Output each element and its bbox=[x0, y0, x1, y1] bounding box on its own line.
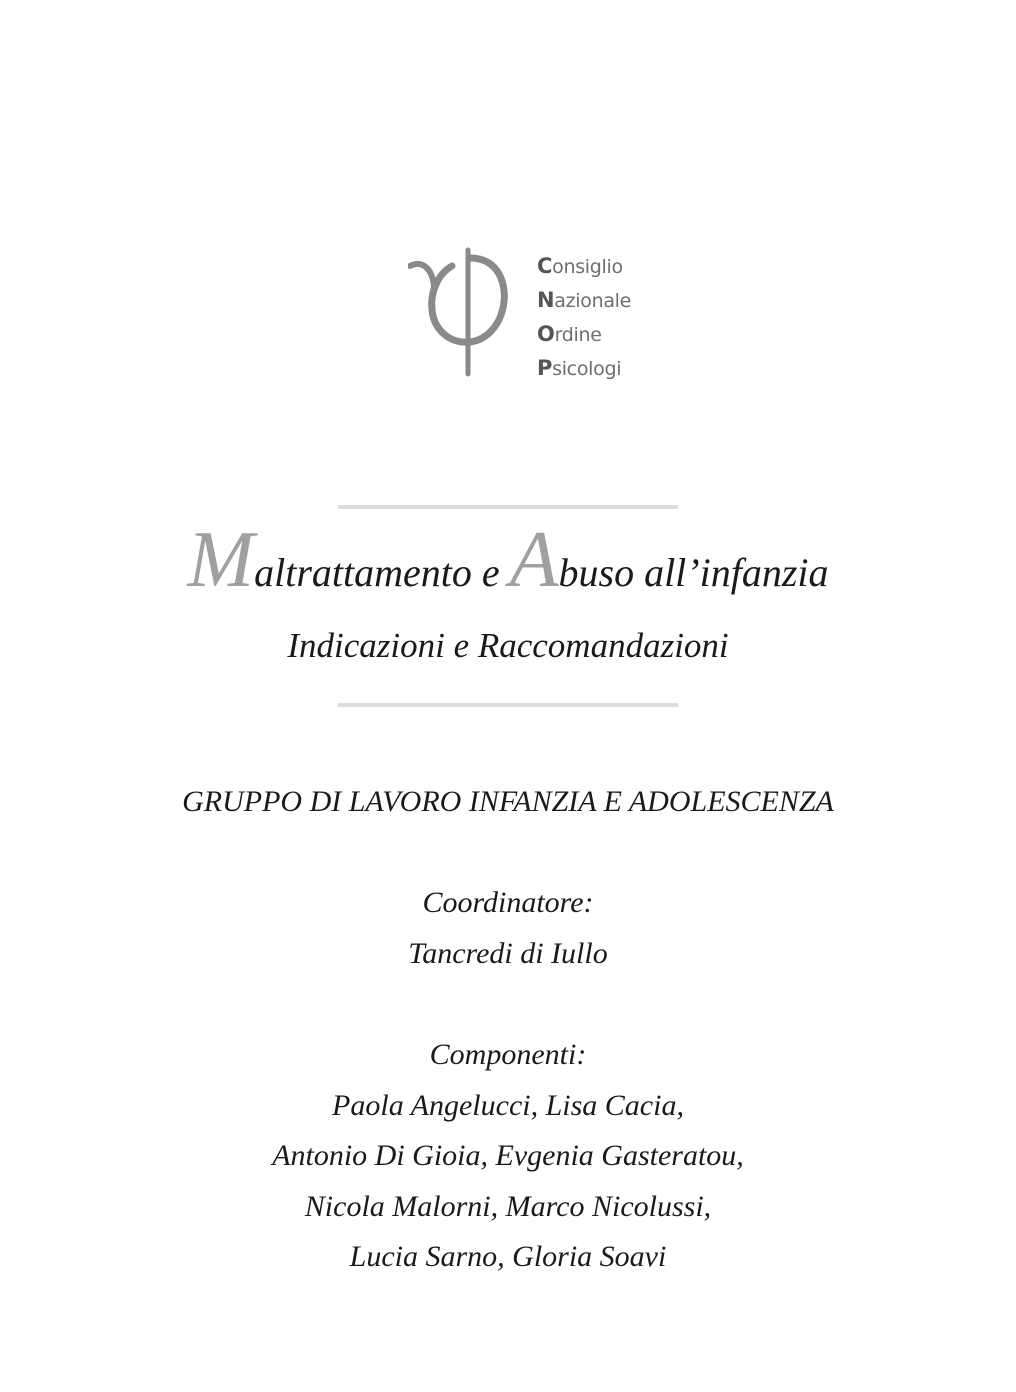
components-block bbox=[0, 1030, 1016, 1283]
components-line: Paola Angelucci, Lisa Cacia, bbox=[332, 1088, 684, 1122]
title-initial-a: A bbox=[509, 516, 559, 604]
components-line: Lucia Sarno, Gloria Soavi bbox=[349, 1240, 667, 1273]
document-subtitle: Indicazioni e Raccomandazioni bbox=[287, 626, 729, 665]
cnop-logo bbox=[408, 246, 648, 380]
components-line: Nicola Malorni, Marco Nicolussi, bbox=[304, 1189, 712, 1223]
logo-wordmark bbox=[537, 250, 631, 386]
document-title bbox=[0, 516, 1016, 613]
logo-line-psicologi: Psicologi bbox=[537, 356, 622, 380]
psi-symbol-icon bbox=[408, 246, 518, 378]
title-initial-m: M bbox=[187, 516, 255, 604]
title-part-1: altrattamento e bbox=[254, 550, 510, 595]
group-heading: GRUPPO DI LAVORO INFANZIA E ADOLESCENZA bbox=[182, 785, 834, 818]
components-label: Componenti: bbox=[429, 1038, 587, 1071]
logo-line-consiglio: Consiglio bbox=[537, 254, 623, 278]
components-line: Antonio Di Gioia, Evgenia Gasteratou, bbox=[272, 1139, 744, 1172]
coordinator-label: Coordinatore: bbox=[422, 886, 594, 919]
coordinator-name: Tancredi di Iullo bbox=[408, 936, 608, 970]
coordinator-block bbox=[0, 878, 1016, 979]
title-divider-bottom bbox=[338, 703, 678, 707]
title-part-2: buso all’infanzia bbox=[558, 550, 829, 595]
logo-line-ordine: Ordine bbox=[537, 322, 602, 346]
logo-line-nazionale: Nazionale bbox=[537, 288, 632, 312]
title-divider-top bbox=[338, 505, 678, 509]
